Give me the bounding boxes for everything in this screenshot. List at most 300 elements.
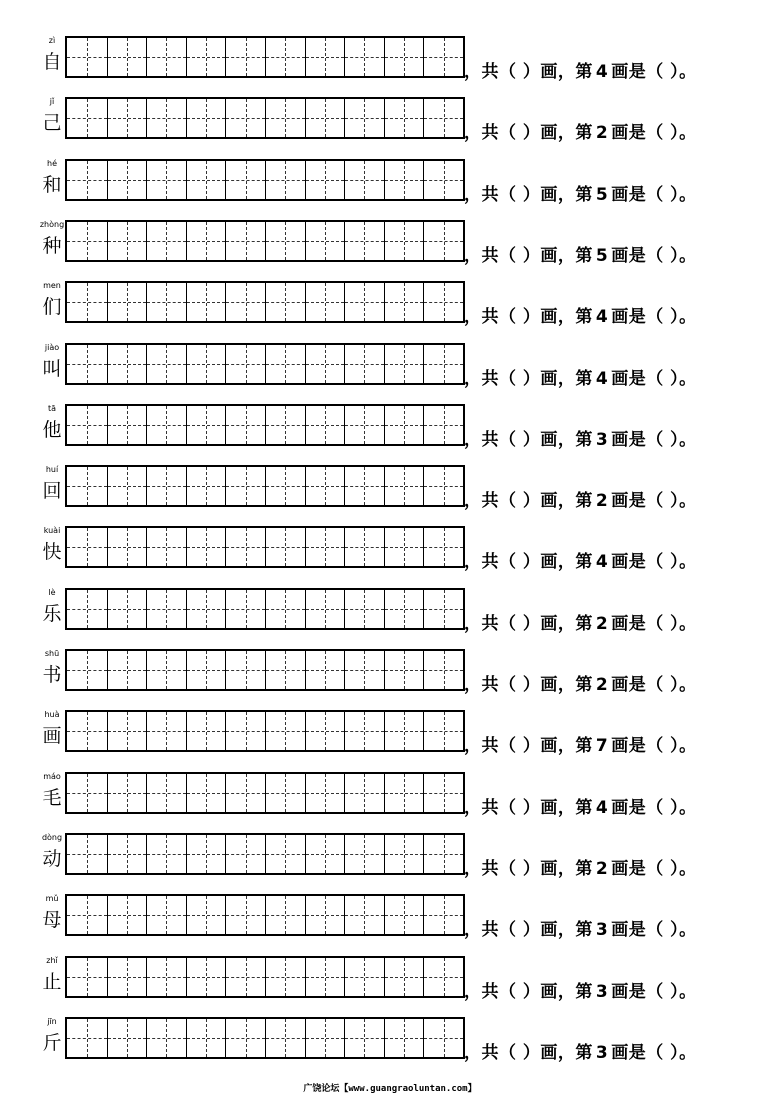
writing-grid [65,220,465,262]
writing-cell[interactable] [146,99,186,137]
stroke-question [464,1041,697,1065]
writing-cell[interactable] [186,283,226,321]
writing-cell[interactable] [384,835,424,873]
writing-grid [65,833,465,875]
writing-cell[interactable] [384,528,424,566]
guide-line-vertical [127,774,128,812]
writing-cell[interactable] [384,345,424,383]
writing-cell[interactable] [265,1019,305,1057]
stroke-number: 2 [595,858,609,879]
writing-cell[interactable] [186,38,226,76]
pinyin-label: zì [48,36,56,45]
guide-line-vertical [364,161,365,199]
pinyin-label: men [43,281,61,291]
writing-cell[interactable] [225,406,265,444]
writing-cell[interactable] [265,958,305,996]
writing-cell[interactable] [186,651,226,689]
guide-line-vertical [325,712,326,750]
writing-cell[interactable] [107,161,147,199]
hanzi-character: 自 [42,51,62,73]
guide-line-vertical [285,651,286,689]
guide-line-vertical [285,283,286,321]
writing-cell[interactable] [146,712,186,750]
writing-cell[interactable] [67,1019,107,1057]
writing-cell[interactable] [225,958,265,996]
guide-line-vertical [325,896,326,934]
writing-cell[interactable] [67,467,107,505]
writing-cell[interactable] [186,835,226,873]
writing-grid [65,404,465,446]
writing-cell[interactable] [265,835,305,873]
writing-cell[interactable] [186,161,226,199]
guide-line-vertical [325,774,326,812]
writing-cell[interactable] [107,283,147,321]
hanzi-character: 种 [42,234,62,257]
writing-cell[interactable] [384,406,424,444]
question-text-part1: ，共（ ）画，第 [464,307,593,328]
writing-cell[interactable] [265,896,305,934]
writing-cell[interactable] [186,99,226,137]
writing-cell[interactable] [67,161,107,199]
writing-cell[interactable] [146,528,186,566]
stroke-question [464,734,697,758]
guide-line-vertical [404,283,405,321]
guide-line-vertical [364,835,365,873]
writing-cell[interactable] [107,712,147,750]
question-text-part1: ，共（ ）画，第 [464,675,593,695]
writing-cell[interactable] [423,896,463,934]
pinyin-label: lè [48,587,56,597]
writing-cell[interactable] [146,590,186,628]
writing-cell[interactable] [146,835,186,873]
writing-cell[interactable] [225,896,265,934]
guide-line-vertical [87,467,88,505]
pinyin-label: huà [44,710,60,720]
writing-cell[interactable] [265,467,305,505]
question-text-part1: ，共（ ）画，第 [464,184,593,205]
writing-grid [65,526,465,568]
writing-cell[interactable] [384,712,424,750]
guide-line-vertical [444,283,445,321]
writing-cell[interactable] [305,528,345,566]
hanzi-character: 母 [42,909,62,932]
writing-cell[interactable] [265,161,305,199]
writing-cell[interactable] [225,651,265,689]
writing-cell[interactable] [107,38,147,76]
writing-cell[interactable] [305,406,345,444]
guide-line-vertical [206,528,207,566]
writing-cell[interactable] [423,345,463,383]
writing-cell[interactable] [146,406,186,444]
writing-cell[interactable] [265,99,305,137]
writing-cell[interactable] [186,590,226,628]
writing-cell[interactable] [146,958,186,996]
writing-cell[interactable] [344,590,384,628]
writing-cell[interactable] [423,528,463,566]
writing-cell[interactable] [344,528,384,566]
guide-line-vertical [364,774,365,812]
guide-line-vertical [246,774,247,812]
guide-line-vertical [246,651,247,689]
writing-cell[interactable] [107,774,147,812]
writing-cell[interactable] [344,345,384,383]
writing-cell[interactable] [384,222,424,260]
writing-cell[interactable] [107,958,147,996]
guide-line-vertical [444,896,445,934]
guide-line-vertical [444,958,445,996]
writing-cell[interactable] [146,1019,186,1057]
writing-cell[interactable] [305,161,345,199]
guide-line-vertical [325,161,326,199]
writing-cell[interactable] [344,958,384,996]
guide-line-vertical [404,467,405,505]
writing-cell[interactable] [384,38,424,76]
writing-cell[interactable] [305,467,345,505]
question-text-part1: ，共（ ）画，第 [464,797,593,818]
guide-line-vertical [127,467,128,505]
stroke-number: 5 [595,184,609,205]
writing-cell[interactable] [423,283,463,321]
guide-line-vertical [404,161,405,199]
writing-cell[interactable] [423,99,463,137]
writing-cell[interactable] [67,774,107,812]
pinyin-label: kuài [43,526,61,536]
writing-cell[interactable] [146,651,186,689]
writing-cell[interactable] [107,896,147,934]
writing-cell[interactable] [225,161,265,199]
writing-cell[interactable] [305,345,345,383]
guide-line-vertical [404,38,405,76]
guide-line-vertical [206,958,207,996]
hanzi-character: 回 [42,480,62,503]
pinyin-label: máo [43,771,61,781]
guide-line-vertical [285,99,286,137]
guide-line-vertical [87,161,88,199]
worksheet-row [0,526,780,582]
writing-cell[interactable] [384,896,424,934]
writing-cell[interactable] [265,222,305,260]
writing-cell[interactable] [305,896,345,934]
writing-cell[interactable] [67,590,107,628]
writing-cell[interactable] [67,712,107,750]
guide-line-vertical [285,528,286,566]
question-text-part1: ，共（ ）画，第 [464,491,593,512]
writing-cell[interactable] [344,222,384,260]
guide-line-vertical [364,406,365,444]
guide-line-vertical [166,1019,167,1057]
writing-cell[interactable] [67,528,107,566]
writing-cell[interactable] [107,528,147,566]
writing-cell[interactable] [384,467,424,505]
guide-line-vertical [206,406,207,444]
guide-line-vertical [285,222,286,260]
guide-line-vertical [87,896,88,934]
writing-cell[interactable] [305,835,345,873]
guide-line-vertical [127,99,128,137]
guide-line-vertical [87,99,88,137]
hanzi-character: 们 [42,296,62,319]
guide-line-vertical [206,835,207,873]
guide-line-vertical [404,835,405,873]
writing-cell[interactable] [384,161,424,199]
writing-cell[interactable] [265,283,305,321]
worksheet-row [0,159,780,215]
writing-cell[interactable] [305,38,345,76]
writing-cell[interactable] [146,222,186,260]
guide-line-vertical [87,1019,88,1057]
writing-cell[interactable] [107,651,147,689]
writing-cell[interactable] [344,1019,384,1057]
writing-cell[interactable] [344,38,384,76]
guide-line-vertical [285,958,286,996]
pinyin-label: mǔ [45,894,59,904]
guide-line-vertical [285,38,286,76]
writing-cell[interactable] [225,99,265,137]
guide-line-vertical [206,345,207,383]
guide-line-vertical [404,528,405,566]
writing-cell[interactable] [186,467,226,505]
writing-cell[interactable] [186,222,226,260]
guide-line-vertical [166,896,167,934]
writing-cell[interactable] [265,406,305,444]
writing-cell[interactable] [384,99,424,137]
stroke-number: 2 [595,675,609,695]
writing-cell[interactable] [67,896,107,934]
stroke-question [464,980,697,1004]
writing-grid [65,710,465,752]
writing-cell[interactable] [146,774,186,812]
pinyin-label: huí [45,465,59,475]
stroke-number: 2 [595,613,609,634]
writing-grid [65,588,465,630]
writing-cell[interactable] [305,590,345,628]
guide-line-vertical [325,467,326,505]
writing-cell[interactable] [384,651,424,689]
writing-cell[interactable] [305,1019,345,1057]
guide-line-vertical [87,528,88,566]
writing-cell[interactable] [305,99,345,137]
guide-line-vertical [325,38,326,76]
writing-cell[interactable] [107,345,147,383]
writing-cell[interactable] [305,958,345,996]
writing-cell[interactable] [225,467,265,505]
writing-cell[interactable] [186,958,226,996]
guide-line-vertical [444,38,445,76]
stroke-question [464,428,697,452]
guide-line-vertical [206,1019,207,1057]
writing-cell[interactable] [423,1019,463,1057]
writing-cell[interactable] [186,345,226,383]
pinyin-label: zhǐ [46,955,58,965]
writing-cell[interactable] [67,406,107,444]
writing-cell[interactable] [344,467,384,505]
guide-line-vertical [166,835,167,873]
question-text-part1: ，共（ ）画，第 [464,858,593,879]
writing-cell[interactable] [265,590,305,628]
writing-cell[interactable] [423,467,463,505]
writing-cell[interactable] [67,958,107,996]
guide-line-vertical [166,345,167,383]
pinyin-label: jīn [47,1016,57,1026]
writing-cell[interactable] [423,590,463,628]
writing-cell[interactable] [344,712,384,750]
writing-cell[interactable] [186,1019,226,1057]
writing-cell[interactable] [344,99,384,137]
guide-line-vertical [444,406,445,444]
writing-cell[interactable] [225,590,265,628]
guide-line-vertical [246,406,247,444]
guide-line-vertical [285,467,286,505]
writing-cell[interactable] [225,283,265,321]
writing-cell[interactable] [344,406,384,444]
writing-cell[interactable] [186,896,226,934]
writing-cell[interactable] [265,38,305,76]
writing-cell[interactable] [67,222,107,260]
writing-cell[interactable] [186,406,226,444]
writing-cell[interactable] [384,590,424,628]
guide-line-vertical [325,528,326,566]
writing-cell[interactable] [423,958,463,996]
writing-cell[interactable] [423,651,463,689]
guide-line-vertical [87,590,88,628]
writing-cell[interactable] [384,774,424,812]
writing-cell[interactable] [265,651,305,689]
pinyin-label: tā [47,403,57,413]
guide-line-vertical [87,345,88,383]
writing-cell[interactable] [107,406,147,444]
stroke-number: 3 [595,1042,609,1063]
writing-cell[interactable] [146,467,186,505]
writing-cell[interactable] [107,99,147,137]
guide-line-vertical [325,651,326,689]
writing-cell[interactable] [305,283,345,321]
guide-line-vertical [285,774,286,812]
guide-line-vertical [166,467,167,505]
guide-line-vertical [404,590,405,628]
writing-grid [65,343,465,385]
writing-cell[interactable] [67,345,107,383]
writing-cell[interactable] [186,528,226,566]
writing-cell[interactable] [423,406,463,444]
writing-cell[interactable] [225,38,265,76]
writing-cell[interactable] [225,774,265,812]
writing-cell[interactable] [107,222,147,260]
stroke-question [464,857,697,881]
hanzi-character: 和 [42,173,62,196]
guide-line-vertical [325,1019,326,1057]
guide-line-vertical [325,406,326,444]
worksheet-row [0,833,780,889]
writing-cell[interactable] [225,345,265,383]
worksheet-row [0,894,780,950]
writing-cell[interactable] [67,283,107,321]
writing-cell[interactable] [67,99,107,137]
writing-cell[interactable] [107,590,147,628]
guide-line-vertical [364,283,365,321]
question-text-part2: 画是（ ）。 [611,1042,697,1063]
writing-cell[interactable] [146,896,186,934]
writing-cell[interactable] [305,774,345,812]
guide-line-vertical [166,99,167,137]
writing-cell[interactable] [344,283,384,321]
writing-cell[interactable] [384,1019,424,1057]
guide-line-vertical [364,38,365,76]
writing-grid [65,36,465,78]
writing-cell[interactable] [225,222,265,260]
writing-cell[interactable] [344,161,384,199]
guide-line-vertical [364,958,365,996]
writing-cell[interactable] [344,651,384,689]
pinyin-label: hé [47,158,57,168]
writing-cell[interactable] [107,467,147,505]
guide-line-vertical [166,406,167,444]
writing-cell[interactable] [423,712,463,750]
writing-cell[interactable] [67,835,107,873]
writing-cell[interactable] [265,774,305,812]
question-text-part1: ，共（ ）画，第 [464,920,593,941]
guide-line-vertical [166,283,167,321]
writing-cell[interactable] [423,38,463,76]
writing-cell[interactable] [107,835,147,873]
writing-cell[interactable] [265,345,305,383]
question-text-part2: 画是（ ）。 [611,920,697,941]
stroke-number: 4 [595,797,609,818]
guide-line-vertical [246,99,247,137]
writing-cell[interactable] [344,774,384,812]
writing-cell[interactable] [305,222,345,260]
writing-cell[interactable] [384,283,424,321]
writing-cell[interactable] [186,712,226,750]
writing-cell[interactable] [225,712,265,750]
writing-cell[interactable] [225,528,265,566]
writing-cell[interactable] [265,528,305,566]
writing-cell[interactable] [146,38,186,76]
writing-cell[interactable] [146,283,186,321]
writing-cell[interactable] [423,835,463,873]
question-text-part2: 画是（ ）。 [611,368,697,389]
writing-cell[interactable] [67,38,107,76]
writing-cell[interactable] [146,345,186,383]
writing-cell[interactable] [423,774,463,812]
worksheet-row [0,36,780,92]
writing-cell[interactable] [344,835,384,873]
guide-line-vertical [87,651,88,689]
guide-line-vertical [444,835,445,873]
writing-grid [65,465,465,507]
writing-cell[interactable] [67,651,107,689]
writing-cell[interactable] [384,958,424,996]
writing-cell[interactable] [423,161,463,199]
writing-cell[interactable] [225,1019,265,1057]
writing-cell[interactable] [305,651,345,689]
writing-cell[interactable] [423,222,463,260]
guide-line-vertical [206,712,207,750]
writing-cell[interactable] [305,712,345,750]
guide-line-vertical [87,222,88,260]
guide-line-vertical [325,222,326,260]
stroke-number: 3 [595,981,609,1002]
writing-cell[interactable] [265,712,305,750]
writing-cell[interactable] [107,1019,147,1057]
guide-line-vertical [444,161,445,199]
stroke-question [464,550,697,574]
question-text-part2: 画是（ ）。 [611,245,697,266]
writing-cell[interactable] [344,896,384,934]
hanzi-character: 画 [42,725,62,748]
writing-cell[interactable] [225,835,265,873]
writing-cell[interactable] [186,774,226,812]
writing-cell[interactable] [146,161,186,199]
